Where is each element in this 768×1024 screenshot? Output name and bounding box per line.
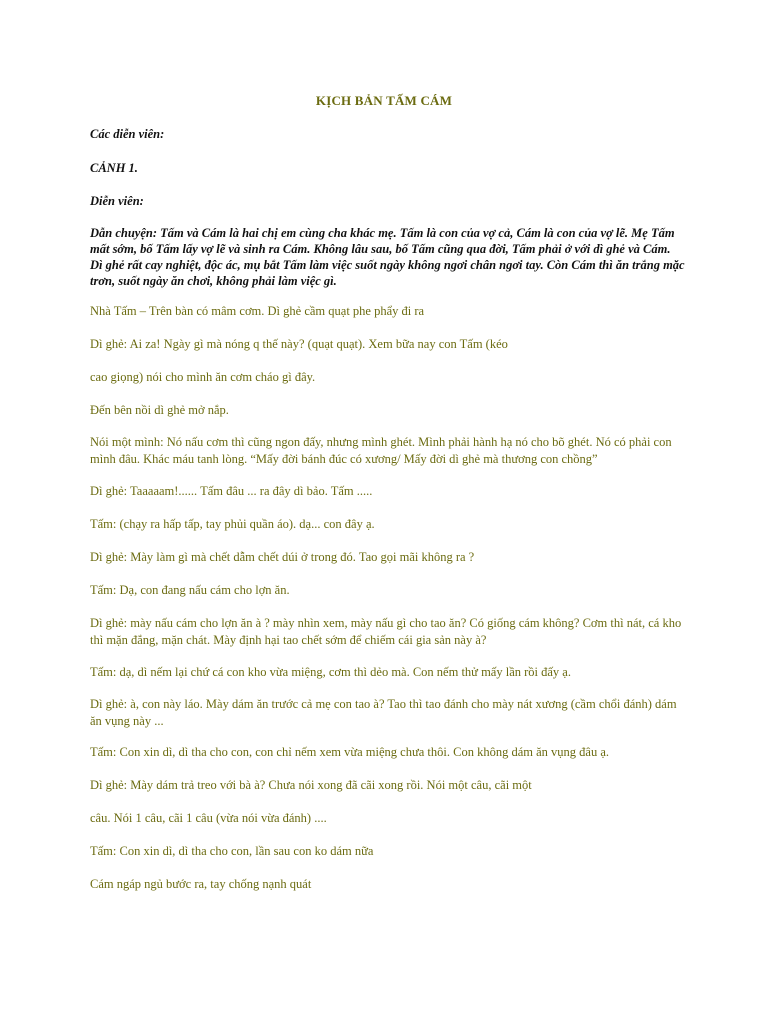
script-line: cao giọng) nói cho mình ăn cơm cháo gì đây.	[90, 370, 316, 384]
script-line: Tấm: Dạ, con đang nấu cám cho lợn ăn.	[90, 583, 290, 597]
script-line: câu. Nói 1 câu, cãi 1 câu (vừa nói vừa đánh) ....	[90, 811, 327, 825]
scene-heading: CẢNH 1.	[90, 161, 138, 175]
script-line: Cám ngáp ngủ bước ra, tay chống nạnh quát	[90, 877, 312, 891]
actors-heading: Diễn viên:	[90, 194, 144, 208]
script-line: Dì ghẻ: à, con này láo. Mày dám ăn trước cả mẹ con tao à? Tao thì tao đánh cho mày nát xương (cầm chổi đánh) dám ăn vụng này ...	[90, 697, 677, 728]
script-line: Dì ghẻ: mày nấu cám cho lợn ăn à ? mày nhìn xem, mày nấu gì cho tao ăn? Có giống cám không? Cơm thì nát, cá kho thì mặn đắng, mặn chát. Mày định hại tao chết sớm để chiếm cái gia sản này à?	[90, 616, 682, 647]
script-line: Nói một mình: Nó nấu cơm thì cũng ngon đấy, nhưng mình ghét. Mình phải hành hạ nó cho bõ ghét. Nó có phải con mình đâu. Khác máu tanh lòng. “Mấy đời bánh đúc có xương/ Mấy đời dì ghẻ mà thương con chồng”	[90, 435, 672, 466]
script-line: Tấm: dạ, dì nếm lại chứ cá con kho vừa miệng, cơm thì dẻo mà. Con nếm thử mấy lần rồi đấy ạ.	[90, 665, 571, 679]
script-line: Tấm: (chạy ra hấp tấp, tay phủi quần áo). dạ... con đây ạ.	[90, 517, 375, 531]
cast-heading: Các diễn viên:	[90, 127, 165, 141]
document-title: KỊCH BẢN TẤM CÁM	[315, 93, 453, 108]
script-line: Dì ghẻ: Taaaaam!...... Tấm đâu ... ra đây dì bảo. Tấm .....	[90, 484, 373, 498]
script-line: Đến bên nồi dì ghẻ mở nắp.	[90, 403, 229, 417]
script-line: Dì ghẻ: Ai za! Ngày gì mà nóng q thế này? (quạt quạt). Xem bữa nay con Tấm (kéo	[90, 337, 508, 351]
script-line: Dì ghẻ: Mày làm gì mà chết dẫm chết dúi ở trong đó. Tao gọi mãi không ra ?	[90, 550, 475, 564]
narration-paragraph: Dẫn chuyện: Tấm và Cám là hai chị em cùng cha khác mẹ. Tấm là con của vợ cả, Cám là con của vợ lẽ. Mẹ Tấm mất sớm, bố Tấm lấy vợ lẽ và sinh ra Cám. Không lâu sau, bố Tấm cũng qua đời, Tấm phải ở với dì ghẻ và Cám. Dì ghẻ rất cay nghiệt, độc ác, mụ bắt Tấm làm việc suốt ngày không ngơi chân ngơi tay. Còn Cám thì ăn trắng mặc trơn, suốt ngày ăn chơi, không phải làm việc gì.	[90, 226, 685, 288]
script-line: Nhà Tấm – Trên bàn có mâm cơm. Dì ghẻ cầm quạt phe phẩy đi ra	[90, 304, 425, 318]
script-line: Dì ghẻ: Mày dám trả treo với bà à? Chưa nói xong đã cãi xong rồi. Nói một câu, cãi một	[90, 778, 532, 792]
script-line: Tấm: Con xin dì, dì tha cho con, con chỉ nếm xem vừa miệng chưa thôi. Con không dám ăn vụng đâu ạ.	[90, 745, 610, 759]
script-line: Tấm: Con xin dì, dì tha cho con, lần sau con ko dám nữa	[90, 844, 374, 858]
